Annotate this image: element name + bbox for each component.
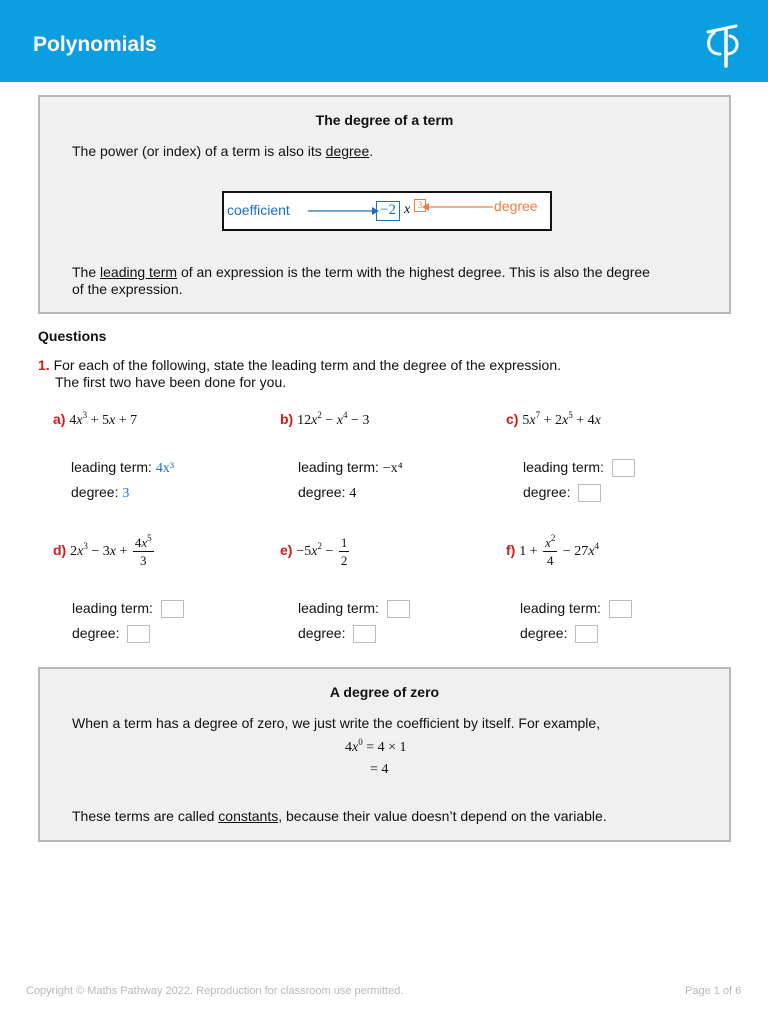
part-a-answer-term: 4x³ [155,461,175,476]
part-a-label: a) [53,411,66,427]
leading-term-label: leading term: [520,600,601,616]
part-e-label: e) [280,542,293,559]
part-f-degree-input[interactable] [575,625,598,643]
maths-pathway-logo-icon [702,24,742,68]
degree-label: degree: [520,625,568,641]
leading-term-label: leading term: [523,459,604,475]
page-number: Page 1 of 6 [685,985,742,997]
part-b-expression: b) $12x^2 - x^4 - 3$ [280,410,370,428]
leading-term-label: leading term: [71,459,152,475]
part-d-degree-input[interactable] [127,625,150,643]
part-c-degree-input[interactable] [578,484,601,502]
degree-label: degree [494,198,538,214]
part-c-degree [523,484,601,502]
part-f-degree [520,625,598,643]
part-f-label: f) [506,542,516,559]
lead-before: The [72,264,101,280]
lead-line2: of the expression. [72,281,183,297]
part-c-expression: c) $5x^7 + 2x^5 + 4x$ [506,410,601,428]
coefficient-value: −2 [376,201,400,221]
constants-definition [72,808,607,825]
degree-of-zero-box [38,667,731,842]
box-title: The degree of a term [315,112,454,128]
exponent-value: 3 [414,199,426,212]
question-1-text [38,357,561,391]
equation-rhs: = 4 × 1 [366,740,407,755]
part-f-leading-term-input[interactable] [609,600,632,618]
part-e-degree [298,625,376,643]
page-title: Polynomials [33,33,157,56]
leading-term-label: leading term: [72,600,153,616]
zero-intro: When a term has a degree of zero, we just write the coefficient by itself. For example, [72,715,601,731]
degree-label: degree: [298,484,346,500]
lead-after: of an expression is the term with the highest degree. This is also the degree [177,264,650,280]
part-b-answer-term: −x⁴ [382,461,403,476]
part-d-leading-term-input[interactable] [161,600,184,618]
part-c-leading-term-input[interactable] [612,459,635,477]
intro-end: . [369,143,374,159]
leading-term-label: leading term: [298,459,379,475]
part-a-expression: a) $4x^3 + 5x + 7$ [53,410,138,428]
leading-term-definition [72,264,712,298]
constants-before: These terms are called [72,808,219,824]
part-e-leading-term [298,600,410,618]
equation-line-2: = 4 [370,762,389,777]
degree-label: degree: [71,484,119,500]
part-e-expression: $e) -5x^2$ − $\frac{1}{2}$ [280,535,348,568]
degree-of-term-box [38,95,731,314]
degree-label: degree: [523,484,571,500]
question-line1: For each of the following, state the leading term and the degree of the expression. [53,357,562,373]
part-b-answer-degree: 4 [349,486,357,501]
questions-heading: Questions [38,328,107,344]
part-b-label: b) [280,411,294,427]
part-a-answer-degree: 3 [122,486,130,501]
part-d-expression: d) $2x^3 - 3x$ + $\frac{4x^5}{3}$ [53,533,152,568]
degree-diagram [222,191,552,231]
degree-label: degree: [72,625,120,641]
part-c-label: c) [506,411,519,427]
degree-intro [72,143,373,160]
part-d-leading-term [72,600,184,618]
part-e-leading-term-input[interactable] [387,600,410,618]
leading-term-word: leading term [100,264,178,280]
part-d-degree [72,625,150,643]
question-number: 1. [38,357,50,373]
equation-line-1: $4x^0 = 4 \times 1$ [345,737,407,755]
leading-term-label: leading term: [298,600,379,616]
part-b-leading-term [298,459,403,477]
part-a-degree [71,484,129,502]
constants-after: , because their value doesn’t depend on the variable. [278,808,607,824]
page-header [0,0,768,82]
constants-word: constants [218,808,279,824]
degree-term: degree [325,143,370,159]
part-d-label: d) [53,542,67,559]
part-f-leading-term [520,600,632,618]
part-e-degree-input[interactable] [353,625,376,643]
degree-label: degree: [298,625,346,641]
copyright-footer: Copyright © Maths Pathway 2022. Reproduction for classroom use permitted. [26,985,404,997]
part-b-degree [298,484,356,502]
part-c-leading-term [523,459,635,477]
part-f-expression: f) 1 + $\frac{x^2}{4}$ − $27x^4$ [506,533,600,568]
part-a-leading-term [71,459,174,477]
intro-text: The power (or index) of a term is also its [72,143,326,159]
question-line2: The first two have been done for you. [55,374,287,390]
box-title: A degree of zero [329,684,440,700]
coefficient-label: coefficient [227,202,290,218]
variable: x [404,202,411,217]
